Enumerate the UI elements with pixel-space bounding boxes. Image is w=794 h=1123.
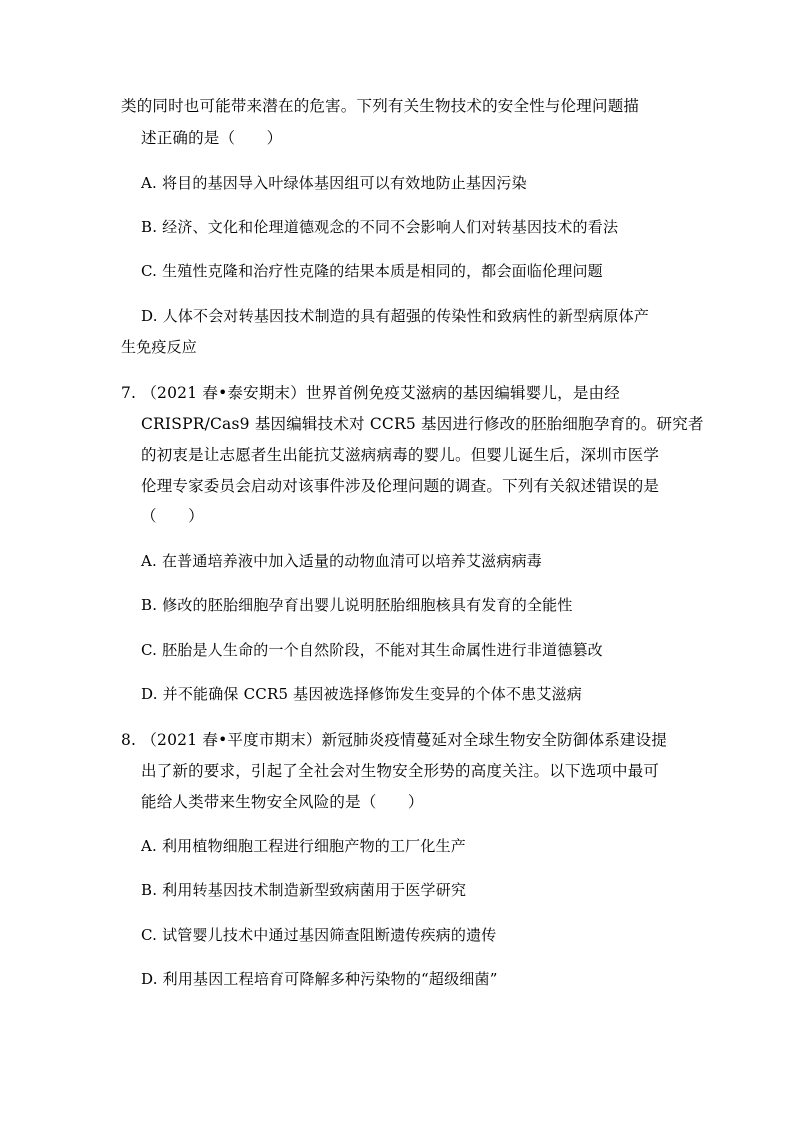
question-7-option-c: C. 胚胎是人生命的一个自然阶段，不能对其生命属性进行非道德篡改 xyxy=(141,641,603,659)
question-8-option-a: A. 利用植物细胞工程进行细胞产物的工厂化生产 xyxy=(141,837,466,855)
question-7-option-d: D. 并不能确保 CCR5 基因被选择修饰发生变异的个体不患艾滋病 xyxy=(141,685,582,703)
question-6-option-d-wrap: 生免疫反应 xyxy=(121,338,198,356)
question-7-stem-line-1: 7. （2021 春•泰安期末）世界首例免疫艾滋病的基因编辑婴儿，是由经 xyxy=(121,384,620,402)
question-7-stem-line-3: 的初衷是让志愿者生出能抗艾滋病病毒的婴儿。但婴儿诞生后，深圳市医学 xyxy=(141,446,660,464)
question-8-stem-line-3: 能给人类带来生物安全风险的是（ ） xyxy=(141,793,424,811)
question-6-option-b: B. 经济、文化和伦理道德观念的不同不会影响人们对转基因技术的看法 xyxy=(141,218,619,236)
question-8-option-b: B. 利用转基因技术制造新型致病菌用于医学研究 xyxy=(141,881,467,899)
question-8-option-d: D. 利用基因工程培育可降解多种污染物的“超级细菌” xyxy=(141,970,498,988)
question-6-stem-line-2: 述正确的是（ ） xyxy=(141,129,283,147)
question-7-option-a: A. 在普通培养液中加入适量的动物血清可以培养艾滋病病毒 xyxy=(141,552,542,570)
question-8-option-c: C. 试管婴儿技术中通过基因筛查阻断遗传疾病的遗传 xyxy=(141,926,497,944)
question-6-option-d: D. 人体不会对转基因技术制造的具有超强的传染性和致病性的新型病原体产 xyxy=(141,307,650,325)
question-6-option-c: C. 生殖性克隆和治疗性克隆的结果本质是相同的，都会面临伦理问题 xyxy=(141,262,603,280)
question-7-option-b: B. 修改的胚胎细胞孕育出婴儿说明胚胎细胞核具有发育的全能性 xyxy=(141,596,573,614)
question-6-stem-line-1: 类的同时也可能带来潜在的危害。下列有关生物技术的安全性与伦理问题描 xyxy=(121,97,640,115)
question-7-stem-line-2: CRISPR/Cas9 基因编辑技术对 CCR5 基因进行修改的胚胎细胞孕育的。研究者 xyxy=(141,415,704,433)
question-6-option-a: A. 将目的基因导入叶绿体基因组可以有效地防止基因污染 xyxy=(141,174,527,192)
question-7-stem-line-4: 伦理专家委员会启动对该事件涉及伦理问题的调查。下列有关叙述错误的是 xyxy=(141,477,660,495)
question-8-stem-line-2: 出了新的要求，引起了全社会对生物安全形势的高度关注。以下选项中最可 xyxy=(141,762,660,780)
question-8-stem-line-1: 8. （2021 春•平度市期末）新冠肺炎疫情蔓延对全球生物安全防御体系建设提 xyxy=(121,731,668,749)
question-7-answer-paren: （ ） xyxy=(141,507,204,525)
